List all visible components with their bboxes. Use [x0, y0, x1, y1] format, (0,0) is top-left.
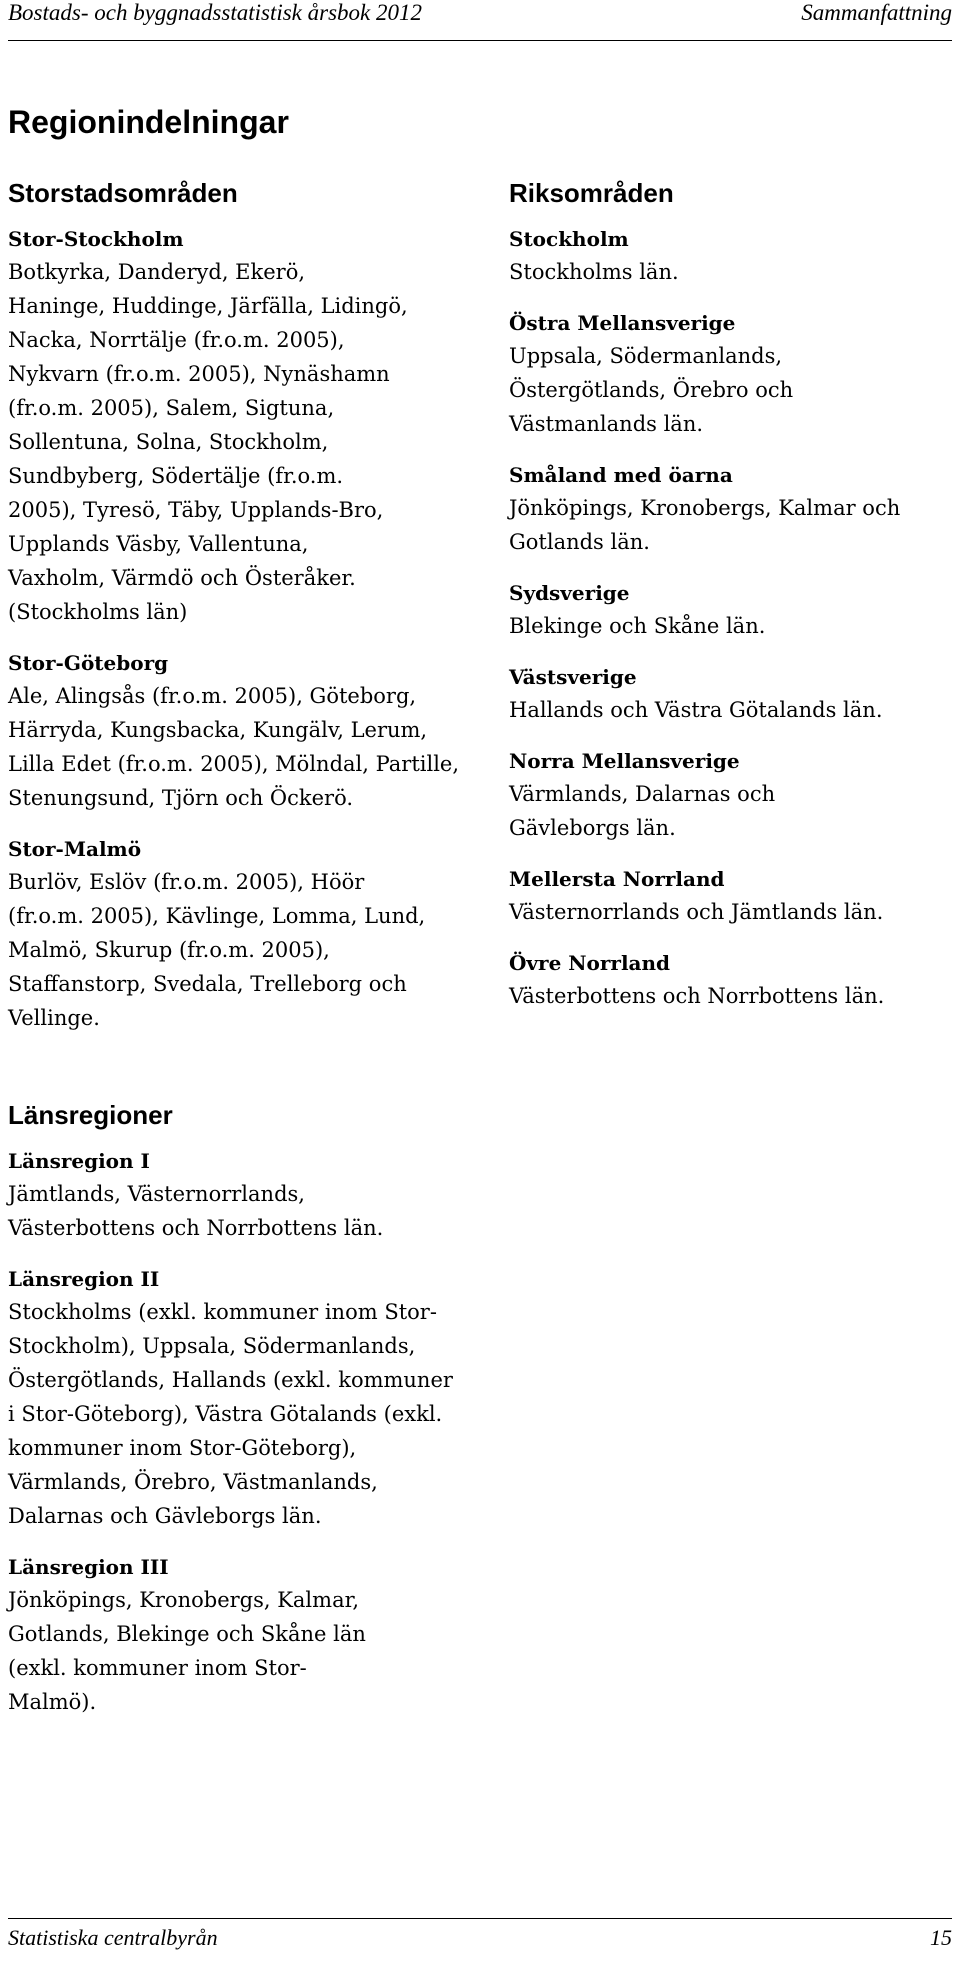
- page-number: 15: [930, 1925, 952, 1950]
- lansregion-2-block: [8, 1263, 478, 1533]
- riksomraden-section: [509, 178, 954, 1031]
- riksomrade-vastsverige-name: Västsverige: [509, 665, 637, 689]
- lansregion-3-name: Länsregion III: [8, 1555, 169, 1579]
- riksomrade-smaland: [509, 459, 954, 559]
- lansregioner-heading: Länsregioner: [8, 1100, 173, 1130]
- riksomrade-ostra-mellansverige: [509, 307, 954, 441]
- running-footer: [8, 1918, 952, 1965]
- riksomrade-sydsverige-text: Blekinge och Skåne län.: [509, 614, 766, 638]
- riksomrade-smaland-name: Småland med öarna: [509, 463, 733, 487]
- stor-malmo-text: Burlöv, Eslöv (fr.o.m. 2005), Höör (fr.o.m. 2005), Kävlinge, Lomma, Lund, Malmö, Skurup (fr.o.m. 2005), Staffanstorp, Svedala, Trelleborg och Vellinge.: [8, 870, 426, 1030]
- page-title: Regionindelningar: [8, 104, 289, 140]
- storstad-section: [8, 178, 478, 1053]
- riksomrade-sydsverige: [509, 577, 954, 643]
- lansregion-1-name: Länsregion I: [8, 1149, 150, 1173]
- riksomrade-ovre-norrland-name: Övre Norrland: [509, 951, 671, 975]
- riksomrade-stockholm: [509, 223, 954, 289]
- stor-malmo-block: [8, 833, 478, 1035]
- riksomrade-stockholm-text: Stockholms län.: [509, 260, 679, 284]
- header-section-title: Sammanfattning: [801, 0, 952, 25]
- riksomrade-norra-mellansverige-text: Värmlands, Dalarnas och Gävleborgs län.: [509, 782, 776, 840]
- storstad-heading: Storstadsområden: [8, 178, 238, 208]
- riksomrade-ostra-mellansverige-name: Östra Mellansverige: [509, 311, 736, 335]
- running-header: [8, 0, 952, 41]
- riksomrade-smaland-text: Jönköpings, Kronobergs, Kalmar och Gotlands län.: [509, 496, 901, 554]
- riksomraden-heading: Riksområden: [509, 178, 674, 208]
- stor-goteborg-block: [8, 647, 478, 815]
- lansregion-3-text: Jönköpings, Kronobergs, Kalmar, Gotlands, Blekinge och Skåne län (exkl. kommuner inom Stor-Malmö).: [8, 1588, 366, 1714]
- riksomrade-ovre-norrland-text: Västerbottens och Norrbottens län.: [509, 984, 885, 1008]
- riksomrade-ovre-norrland: [509, 947, 954, 1013]
- riksomrade-stockholm-name: Stockholm: [509, 227, 629, 251]
- riksomrade-vastsverige: [509, 661, 954, 727]
- riksomrade-norra-mellansverige-name: Norra Mellansverige: [509, 749, 740, 773]
- riksomrade-sydsverige-name: Sydsverige: [509, 581, 630, 605]
- lansregion-2-name: Länsregion II: [8, 1267, 160, 1291]
- stor-goteborg-text: Ale, Alingsås (fr.o.m. 2005), Göteborg, Härryda, Kungsbacka, Kungälv, Lerum, Lilla Edet (fr.o.m. 2005), Mölndal, Partille, Stenungsund, Tjörn och Öckerö.: [8, 684, 460, 810]
- stor-malmo-name: Stor-Malmö: [8, 837, 142, 861]
- riksomrade-mellersta-norrland: [509, 863, 954, 929]
- lansregion-1-text: Jämtlands, Västernorrlands, Västerbottens och Norrbottens län.: [8, 1182, 384, 1240]
- footer-publisher: Statistiska centralbyrån: [8, 1925, 218, 1950]
- stor-stockholm-block: [8, 223, 478, 629]
- riksomrade-ostra-mellansverige-text: Uppsala, Södermanlands, Östergötlands, Örebro och Västmanlands län.: [509, 344, 794, 436]
- riksomrade-mellersta-norrland-name: Mellersta Norrland: [509, 867, 725, 891]
- lansregioner-section: [8, 1100, 478, 1737]
- riksomrade-mellersta-norrland-text: Västernorrlands och Jämtlands län.: [509, 900, 884, 924]
- stor-stockholm-name: Stor-Stockholm: [8, 227, 184, 251]
- header-publication-title: Bostads- och byggnadsstatistisk årsbok 2012: [8, 0, 422, 25]
- lansregion-2-text: Stockholms (exkl. kommuner inom Stor-Stockholm), Uppsala, Södermanlands, Östergötlands, Hallands (exkl. kommuner i Stor-Göteborg), Västra Götalands (exkl. kommuner inom Stor-Göteborg), Värmlands, Örebro, Västmanlands, Dalarnas och Gävleborgs län.: [8, 1300, 453, 1528]
- stor-stockholm-text: Botkyrka, Danderyd, Ekerö, Haninge, Huddinge, Järfälla, Lidingö, Nacka, Norrtälje (fr.o.m. 2005), Nykvarn (fr.o.m. 2005), Nynäshamn (fr.o.m. 2005), Salem, Sigtuna, Sollentuna, Solna, Stockholm, Sundbyberg, Södertälje (fr.o.m. 2005), Tyresö, Täby, Upplands-Bro, Upplands Väsby, Vallentuna, Vaxholm, Värmdö och Österåker. (Stockholms län): [8, 260, 408, 624]
- riksomrade-norra-mellansverige: [509, 745, 954, 845]
- stor-goteborg-name: Stor-Göteborg: [8, 651, 169, 675]
- lansregion-3-block: [8, 1551, 478, 1719]
- riksomrade-vastsverige-text: Hallands och Västra Götalands län.: [509, 698, 883, 722]
- lansregion-1-block: [8, 1145, 478, 1245]
